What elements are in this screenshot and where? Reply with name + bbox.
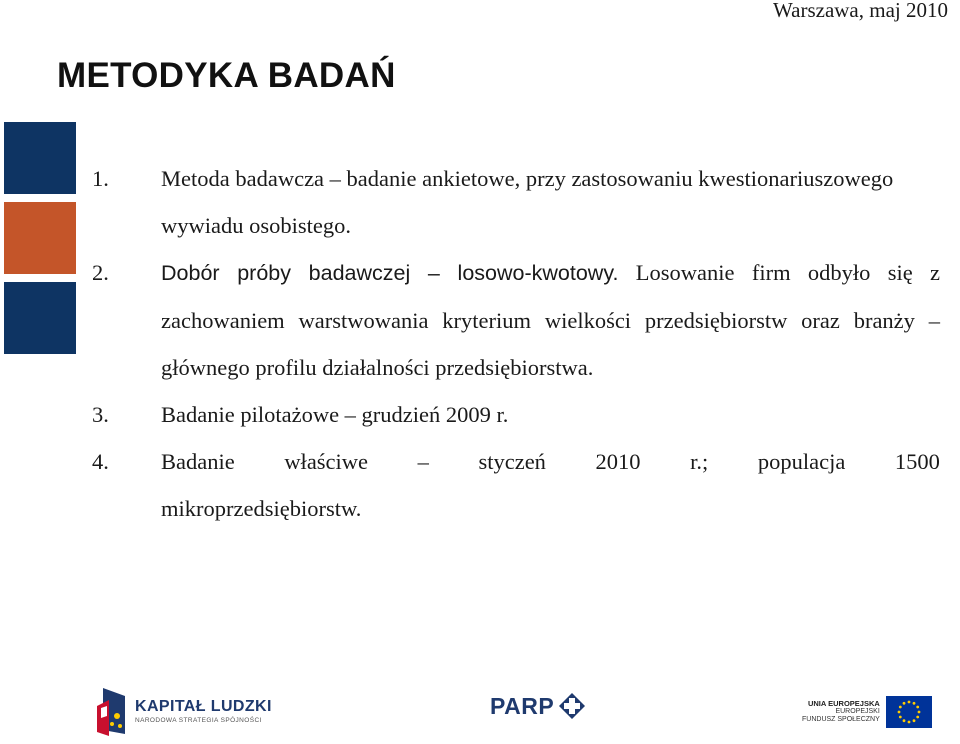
parp-diamond-icon: [558, 692, 586, 720]
header-date: Warszawa, maj 2010: [773, 0, 948, 22]
decor-bar-bottom: [4, 282, 76, 354]
word: populacja: [757, 449, 846, 474]
item-text: Metoda badawcza – badanie ankietowe, przy zastosowaniu kwestionariuszowego wywiadu osobistego.: [161, 166, 894, 238]
list-item: [92, 391, 940, 438]
methodology-list: [92, 155, 940, 532]
list-item: [92, 438, 940, 532]
word: –: [417, 449, 429, 474]
word: 1500: [894, 449, 940, 474]
eu-subtitle-1: EUROPEJSKI: [835, 708, 880, 716]
footer-logos: [0, 680, 960, 744]
list-item: [92, 155, 940, 249]
eu-flag-icon: [886, 696, 932, 728]
eu-title: UNIA EUROPEJSKA: [807, 698, 880, 708]
item-number: 4.: [92, 449, 109, 474]
item-text: Losowanie firm odbyło się z zachowaniem warstwowania kryterium wielkości przedsiębiorstw oraz branży – głównego profilu działalności przedsiębiorstwa.: [161, 260, 940, 380]
eu-subtitle-2: FUNDUSZ SPOŁECZNY: [802, 716, 880, 724]
item-number: 1.: [92, 166, 109, 191]
word: 2010: [595, 449, 641, 474]
page-title: METODYKA BADAŃ: [57, 56, 396, 95]
word: właściwe: [284, 449, 369, 474]
parp-name: PARP: [490, 692, 555, 719]
eu-logo: [802, 696, 932, 728]
kapital-ludzki-emblem-icon: [95, 686, 129, 738]
item-text: Badanie pilotażowe – grudzień 2009 r.: [161, 402, 509, 427]
word: Badanie: [161, 449, 235, 474]
kapital-ludzki-subtitle: NARODOWA STRATEGIA SPÓJNOŚCI: [135, 717, 262, 725]
decor-bar-top: [4, 122, 76, 194]
parp-logo: [490, 692, 586, 720]
kapital-ludzki-title: KAPITAŁ LUDZKI: [135, 698, 272, 716]
item-lead: Dobór próby badawczej – losowo-kwotowy.: [161, 261, 619, 285]
list-item: [92, 249, 940, 391]
item-line-2: mikroprzedsiębiorstw.: [161, 496, 362, 521]
decor-bar-middle: [4, 202, 76, 274]
word: r.;: [690, 449, 709, 474]
item-number: 3.: [92, 402, 109, 427]
item-number: 2.: [92, 260, 109, 285]
kapital-ludzki-logo: [95, 686, 272, 738]
item-line-1: [161, 438, 940, 485]
word: styczeń: [478, 449, 546, 474]
